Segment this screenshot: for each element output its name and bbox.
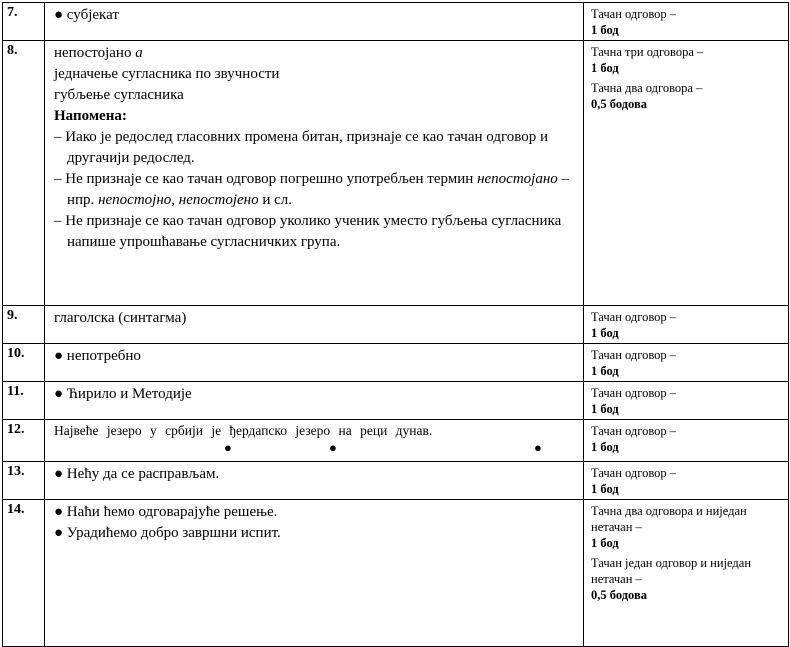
grading-rubric-table xyxy=(2,2,789,647)
answer-cell xyxy=(45,500,584,647)
row-number: 12. xyxy=(3,420,45,462)
table-row xyxy=(3,41,789,306)
row-number: 14. xyxy=(3,500,45,647)
answer-text: ● Нећу да се расправљам. xyxy=(54,466,220,482)
table-row xyxy=(3,3,789,41)
score-text: Тачна два одговора и ниједан нетачан – xyxy=(591,504,747,534)
row-number: 13. xyxy=(3,462,45,500)
score-text: Тачан одговор – xyxy=(591,310,677,324)
score-cell xyxy=(584,306,789,344)
table-row xyxy=(3,462,789,500)
answer-text: глаголска (синтагма) xyxy=(54,310,187,326)
answer-line: губљење сугласника xyxy=(54,87,184,103)
score-cell xyxy=(584,462,789,500)
bullet-icon: ● xyxy=(224,439,232,455)
row-number: 11. xyxy=(3,382,45,420)
note-line: – Не признаје се као тачан одговор погрешно употребљен термин непостојано – нпр. непостојно, непостојено и сл. xyxy=(54,171,570,208)
score-points: 1 бод xyxy=(591,482,619,496)
score-cell xyxy=(584,382,789,420)
row-number: 8. xyxy=(3,41,45,306)
score-text: Тачан одговор – xyxy=(591,466,677,480)
score-cell xyxy=(584,3,789,41)
table-row xyxy=(3,382,789,420)
score-points: 1 бод xyxy=(591,440,619,454)
score-text: Тачан одговор – xyxy=(591,7,677,21)
table-row xyxy=(3,344,789,382)
table-row xyxy=(3,420,789,462)
answer-line: једначење сугласника по звучности xyxy=(54,66,280,82)
score-points: 1 бод xyxy=(591,61,619,75)
table-row xyxy=(3,500,789,647)
bullet-marker-line xyxy=(54,441,575,458)
answer-cell xyxy=(45,382,584,420)
answer-text: ● Ћирило и Методије xyxy=(54,386,192,402)
score-cell xyxy=(584,344,789,382)
answer-cell xyxy=(45,306,584,344)
answer-sentence: Највеће језеро у србији је ђердапско језеро на реци дунав. xyxy=(54,423,433,438)
score-text: Тачан одговор – xyxy=(591,424,677,438)
answer-cell xyxy=(45,344,584,382)
answer-text: ● непотребно xyxy=(54,348,141,364)
bullet-icon: ● xyxy=(534,439,542,455)
score-cell xyxy=(584,41,789,306)
answer-line: ● Наћи ћемо одговарајуће решење. xyxy=(54,504,278,520)
score-points: 0,5 бодова xyxy=(591,97,647,111)
row-number: 10. xyxy=(3,344,45,382)
answer-cell xyxy=(45,420,584,462)
score-points: 1 бод xyxy=(591,326,619,340)
score-cell xyxy=(584,420,789,462)
answer-cell xyxy=(45,41,584,306)
score-text: Тачна три одговора – xyxy=(591,45,704,59)
row-number: 7. xyxy=(3,3,45,41)
answer-line: непостојано а xyxy=(54,45,143,61)
answer-text: ● субјекат xyxy=(54,7,119,23)
score-points: 1 бод xyxy=(591,536,619,550)
score-points: 1 бод xyxy=(591,402,619,416)
note-line: – Не признаје се као тачан одговор уколико ученик уместо губљења сугласника напише упрошћавање сугласничких група. xyxy=(54,213,562,250)
row-number: 9. xyxy=(3,306,45,344)
bullet-icon: ● xyxy=(329,439,337,455)
answer-cell xyxy=(45,462,584,500)
note-line: – Иако је редослед гласовних промена битан, признаје се као тачан одговор и другачији редослед. xyxy=(54,129,548,166)
score-text: Тачна два одговора – xyxy=(591,81,703,95)
score-points: 0,5 бодова xyxy=(591,588,647,602)
score-text: Тачан један одговор и ниједан нетачан – xyxy=(591,556,752,586)
score-text: Тачан одговор – xyxy=(591,386,677,400)
score-points: 1 бод xyxy=(591,23,619,37)
table-row xyxy=(3,306,789,344)
score-points: 1 бод xyxy=(591,364,619,378)
note-title: Напомена: xyxy=(54,108,127,124)
answer-line: ● Урадићемо добро завршни испит. xyxy=(54,525,281,541)
answer-cell xyxy=(45,3,584,41)
score-text: Тачан одговор – xyxy=(591,348,677,362)
score-cell xyxy=(584,500,789,647)
